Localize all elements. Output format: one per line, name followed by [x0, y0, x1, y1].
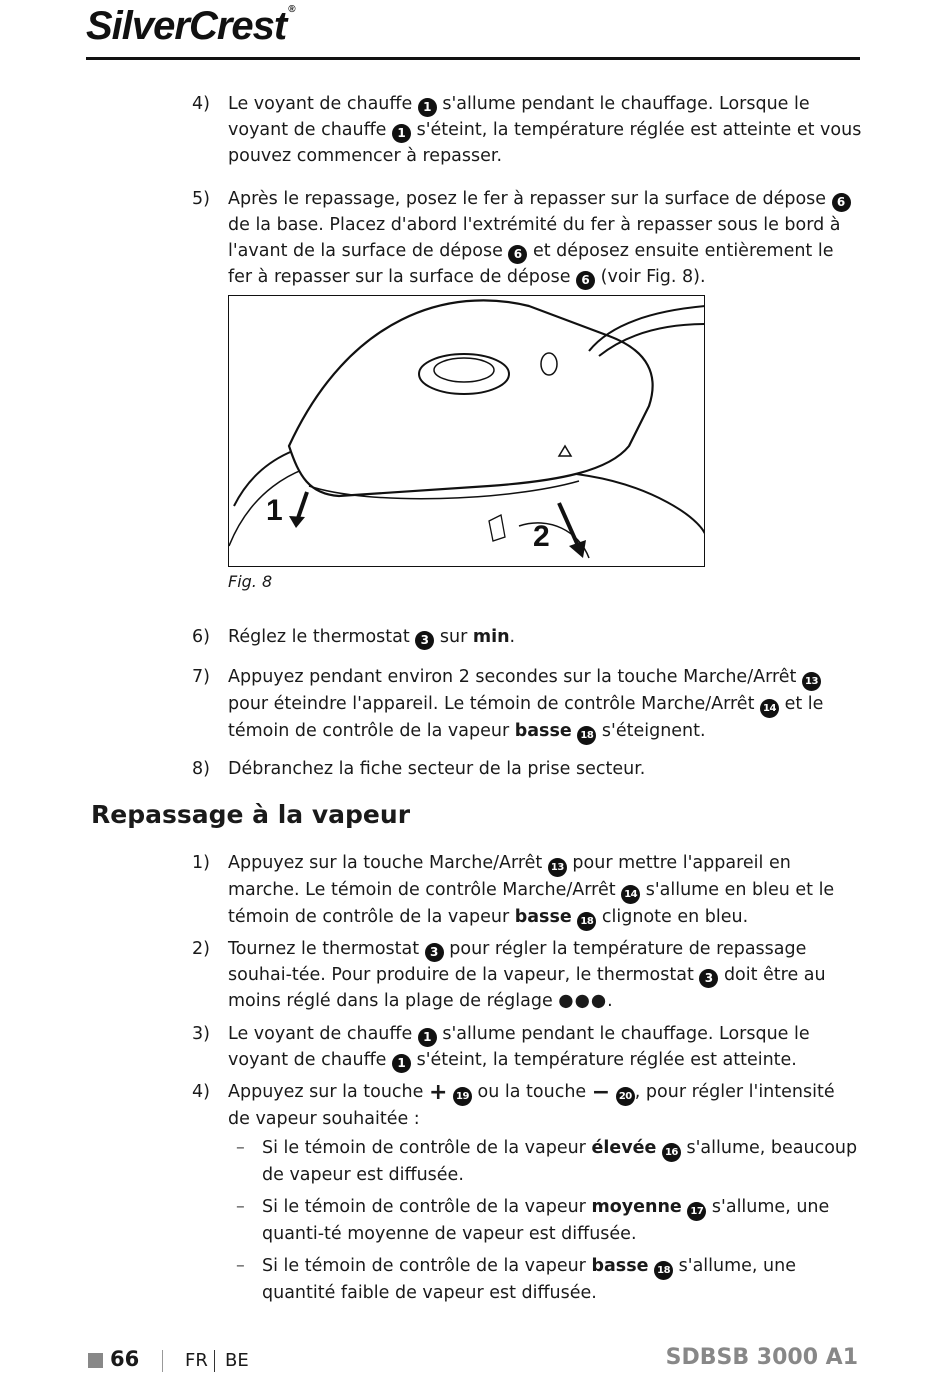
- list-item: [192, 850, 862, 931]
- text-run: et le témoin de contrôle de la vapeur: [228, 694, 824, 741]
- page-marker: [88, 1353, 103, 1368]
- callout-number-icon: 14: [760, 699, 779, 718]
- footer-divider: [214, 1350, 215, 1372]
- callout-number-icon: 1: [418, 1028, 437, 1047]
- text-run: s'allume, beaucoup de vapeur est diffusée.: [262, 1138, 858, 1185]
- list-text: [228, 91, 862, 169]
- list-text: [228, 624, 862, 650]
- list-number: 2): [192, 939, 210, 959]
- list-number: 3): [192, 1024, 210, 1044]
- callout-number-icon: 13: [802, 672, 821, 691]
- text-run: Le voyant de chauffe: [228, 1024, 418, 1044]
- text-run: [610, 1082, 616, 1102]
- list-item: [192, 1079, 862, 1132]
- callout-number-icon: 13: [548, 858, 567, 877]
- callout-number-icon: 6: [576, 271, 595, 290]
- figure-caption: Fig. 8: [228, 572, 273, 591]
- text-run: Si le témoin de contrôle de la vapeur: [262, 1138, 592, 1158]
- text-run: Après le repassage, posez le fer à repasser sur la surface de dépose: [228, 189, 832, 209]
- list-number: 7): [192, 667, 210, 687]
- text-run: .: [607, 991, 613, 1011]
- list-text: [228, 936, 862, 1014]
- text-run: Appuyez pendant environ 2 secondes sur la touche Marche/Arrêt: [228, 667, 802, 687]
- footer-divider: [162, 1350, 163, 1372]
- list-item: [192, 624, 862, 650]
- callout-number-icon: 19: [453, 1087, 472, 1106]
- minus-icon: −: [591, 1080, 611, 1105]
- figure-label-2: 2: [533, 520, 550, 553]
- list-item: [192, 756, 862, 782]
- dash-marker: –: [236, 1138, 245, 1158]
- callout-number-icon: 18: [577, 912, 596, 931]
- text-run: Si le témoin de contrôle de la vapeur: [262, 1256, 592, 1276]
- figure-label-1: 1: [266, 494, 283, 527]
- text-run: Le voyant de chauffe: [228, 94, 418, 114]
- callout-number-icon: 6: [832, 193, 851, 212]
- country-code: BE: [225, 1350, 249, 1371]
- sub-list-item: [236, 1194, 862, 1247]
- text-run: s'allume, une quantité faible de vapeur est diffusée.: [262, 1256, 796, 1303]
- text-run: de la base. Placez d'abord l'extrémité du fer à repasser sous le bord à l'avant de la surface de dépose: [228, 215, 841, 261]
- list-text: [228, 850, 862, 931]
- text-run: .: [509, 627, 516, 647]
- callout-number-icon: 14: [621, 885, 640, 904]
- list-number: 1): [192, 853, 210, 873]
- page-number: 66: [110, 1347, 140, 1371]
- bold-term: élevée: [591, 1138, 657, 1158]
- sub-list-item: [236, 1253, 862, 1306]
- text-run: [447, 1082, 453, 1102]
- list-text: [262, 1194, 862, 1247]
- list-number: 4): [192, 1082, 210, 1102]
- sub-list-item: [236, 1135, 862, 1188]
- bold-term: basse: [591, 1256, 649, 1276]
- text-run: clignote en bleu.: [596, 907, 749, 927]
- text-run: Débranchez la fiche secteur de la prise secteur.: [228, 759, 646, 779]
- text-run: , pour régler l'intensité de vapeur souhaitée :: [228, 1082, 835, 1129]
- text-run: s'éteint, la température réglée est atteinte.: [411, 1050, 797, 1070]
- section-title: Repassage à la vapeur: [91, 800, 411, 829]
- text-run: s'allume, une quanti-té moyenne de vapeur est diffusée.: [262, 1197, 830, 1244]
- list-number: 8): [192, 759, 210, 779]
- text-run: Réglez le thermostat: [228, 627, 416, 647]
- callout-number-icon: 1: [392, 124, 411, 143]
- list-text: [228, 664, 862, 745]
- iron-illustration: [229, 296, 705, 567]
- callout-number-icon: 3: [699, 969, 718, 988]
- header-rule: [86, 57, 860, 60]
- bold-term: basse: [514, 721, 572, 741]
- callout-number-icon: 17: [687, 1202, 706, 1221]
- text-run: s'allume en bleu et le témoin de contrôle de la vapeur: [228, 880, 835, 927]
- text-run: Appuyez sur la touche Marche/Arrêt: [228, 853, 548, 873]
- dash-marker: –: [236, 1256, 245, 1276]
- callout-number-icon: 1: [418, 98, 437, 117]
- language-code: FR: [185, 1350, 208, 1371]
- list-text: [228, 186, 862, 290]
- text-run: [656, 1138, 662, 1158]
- text-run: sur: [434, 627, 473, 647]
- list-text: [262, 1253, 862, 1306]
- text-run: pour régler la température de repassage souhai-tée. Pour produire de la vapeur, le thermostat: [228, 939, 807, 985]
- bold-term: moyenne: [591, 1197, 682, 1217]
- text-run: Appuyez sur la touche: [228, 1082, 429, 1102]
- list-text: [262, 1135, 862, 1188]
- list-number: 4): [192, 94, 210, 114]
- list-number: 6): [192, 627, 210, 647]
- text-run: Si le témoin de contrôle de la vapeur: [262, 1197, 592, 1217]
- model-number: SDBSB 3000 A1: [665, 1345, 858, 1370]
- list-text: [228, 756, 862, 782]
- plus-icon: +: [428, 1080, 448, 1105]
- bold-term: basse: [514, 907, 572, 927]
- dash-marker: –: [236, 1197, 245, 1217]
- text-run: ou la touche: [471, 1082, 592, 1102]
- text-run: et déposez ensuite entièrement le fer à repasser sur la surface de dépose: [228, 241, 834, 287]
- callout-number-icon: 18: [654, 1261, 673, 1280]
- callout-number-icon: 3: [415, 631, 434, 650]
- text-run: pour éteindre l'appareil. Le témoin de contrôle Marche/Arrêt: [228, 694, 760, 714]
- text-run: [649, 1256, 655, 1276]
- list-item: [192, 664, 862, 745]
- text-run: s'éteint, la température réglée est atteinte et vous pouvez commencer à repasser.: [228, 120, 862, 166]
- brand-logo: SilverCrest ®: [86, 4, 295, 48]
- callout-number-icon: 18: [577, 726, 596, 745]
- list-item: [192, 1021, 862, 1073]
- thermostat-dots-icon: ●●●: [558, 991, 608, 1011]
- list-item: [192, 91, 862, 169]
- callout-number-icon: 3: [425, 943, 444, 962]
- text-run: s'allume pendant le chauffage. Lorsque le voyant de chauffe: [228, 94, 810, 140]
- list-number: 5): [192, 189, 210, 209]
- callout-number-icon: 16: [662, 1143, 681, 1162]
- list-text: [228, 1021, 862, 1073]
- list-item: [192, 186, 862, 290]
- callout-number-icon: 6: [508, 245, 527, 264]
- text-run: Tournez le thermostat: [228, 939, 425, 959]
- text-run: (voir Fig. 8).: [595, 267, 706, 287]
- text-run: s'éteignent.: [596, 721, 706, 741]
- text-run: pour mettre l'appareil en marche. Le témoin de contrôle Marche/Arrêt: [228, 853, 791, 900]
- bold-term: min: [472, 627, 510, 647]
- text-run: doit être au moins réglé dans la plage de réglage: [228, 965, 826, 1011]
- figure-8-illustration: [228, 295, 705, 567]
- callout-number-icon: 20: [616, 1087, 635, 1106]
- text-run: s'allume pendant le chauffage. Lorsque le voyant de chauffe: [228, 1024, 810, 1070]
- list-item: [192, 936, 862, 1014]
- callout-number-icon: 1: [392, 1054, 411, 1073]
- list-text: [228, 1079, 862, 1132]
